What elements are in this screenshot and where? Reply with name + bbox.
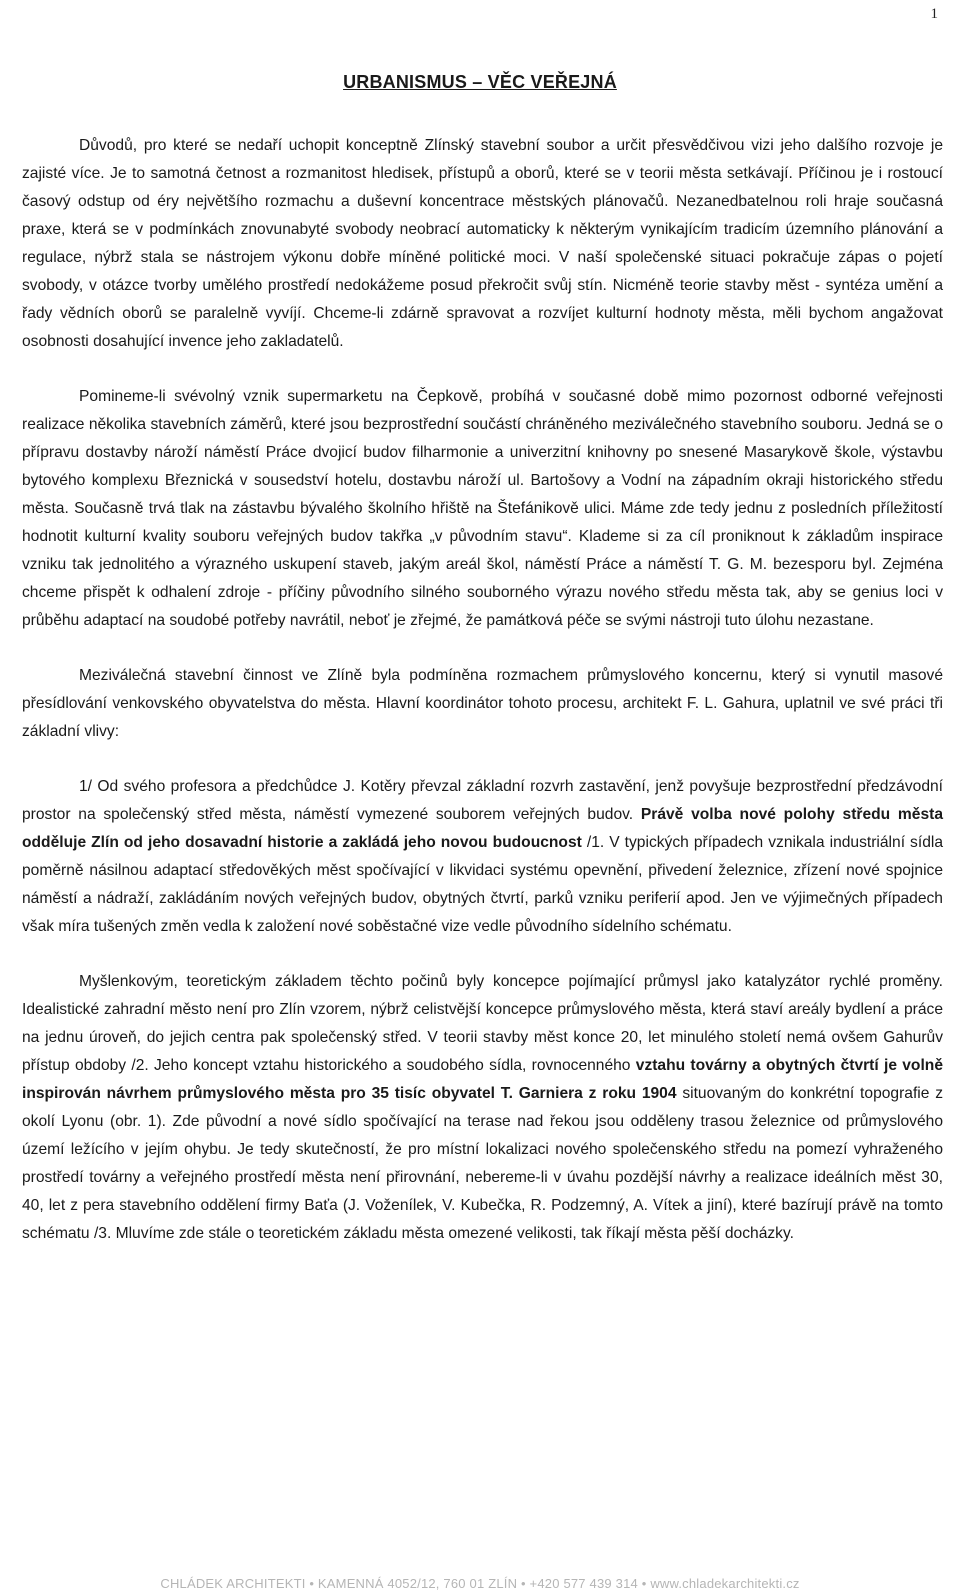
paragraph-influence-1 [22, 773, 943, 941]
paragraph-text: 1/ Od svého profesora a předchůdce J. Kotěry převzal základní rozvrh zastavění, jenž povyšuje bezprostřední předzávodní prostor na společenský střed města, náměstí vymezené souborem veřejných budov. [22, 778, 943, 823]
paragraph-building-projects [22, 383, 943, 635]
paragraph-text: Důvodů, pro které se nedaří uchopit konceptně Zlínský stavební soubor a určit přesvědčivou vizi jeho dalšího rozvoje je zajisté více. Je to samotná četnost a rozmanitost hledisek, přístupů a oborů, které se v teorii města setkávají. Příčinou je i rostoucí časový odstup od éry největšího rozmachu a duševní koncentrace městských plánovačů. Nezanedbatelnou roli hraje současná praxe, která se v podmínkách znovunabyté svobody neobrací automaticky k některým vynikajícím tradicím územního plánování a regulace, nýbrž stala se nástrojem výkonu dobře míněné politické moci. V naší společenské situaci pokračuje zápas o pojetí svobody, v otázce tvorby umělého prostředí nedokážeme posud překročit svůj stín. Nicméně teorie stavby měst - syntéza umění a řady vědních oborů se paralelně vyvíjí. Chceme-li zdárně spravovat a rozvíjet kulturní hodnoty města, měli bychom angažovat osobnosti dosahující invence jeho zakladatelů. [22, 137, 943, 350]
page-number: 1 [930, 6, 938, 22]
paragraph-text: Myšlenkovým, teoretickým základem těchto počinů byly koncepce pojímající průmysl jako katalyzátor rychlé proměny. Idealistické zahradní město není pro Zlín vzorem, nýbrž celistvější koncepce průmyslového města, která staví areály bydlení a práce na jednu úroveň, do jejich centra pak společenský střed. V teorii stavby měst konce 20, let minulého století nemá ovšem Gahurův přístup obdoby /2. Jeho koncept vztahu historického a soudobého sídla, rovnocenného [22, 973, 943, 1074]
paragraph-theoretical-basis [22, 968, 943, 1248]
paragraph-interwar-activity [22, 662, 943, 746]
paragraph-text: /1. V typických případech vznikala industriální sídla poměrně násilnou adaptací středověkých měst spočívající v likvidaci systému opevnění, přivedení železnice, zřízení nové spojnice náměstí a nádraží, zakládáním nových veřejných budov, obytných čtvrtí, parků vzniku periferií apod. Jen ve výjimečných případech však míra tušených změn vedla k založení nové soběstačné vize vedle původního sídelního schématu. [22, 834, 943, 935]
document-body [22, 132, 943, 1248]
page-footer: CHLÁDEK ARCHITEKTI • KAMENNÁ 4052/12, 760 01 ZLÍN • +420 577 439 314 • www.chladekarchitekti.cz [160, 1576, 800, 1591]
paragraph-text: Pomineme-li svévolný vznik supermarketu na Čepkově, probíhá v současné době mimo pozornost odborné veřejnosti realizace několika stavebních záměrů, které jsou bezprostřední součástí chráněného meziválečného stavebního souboru. Jedná se o přípravu dostavby nároží náměstí Práce dvojicí budov filharmonie a univerzitní knihovny po snesené Masarykově škole, výstavbu bytového komplexu Březnická v sousedství hotelu, dostavbu nároží ul. Bartošovy a Vodní na západním okraji historického středu města. Současně trvá tlak na zástavbu bývalého školního hřiště na Štefánikově ulici. Máme zde tedy jednu z posledních příležitostí hodnotit kulturní kvality souboru veřejných budov takřka „v původním stavu“. Klademe si za cíl proniknout k základům inspirace vzniku tak jednolitého a výrazného uskupení staveb, jakým areál škol, náměstí Práce a náměstí T. G. M. bezesporu byl. Zejména chceme přispět k odhalení zdroje - příčiny původního silného souborného výrazu nového středu města tak, aby se genius loci v průběhu adaptací na soudobé potřeby navrátil, neboť je zřejmé, že památková péče se svými nástroji tuto úlohu nezastane. [22, 388, 943, 629]
paragraph-text: situovaným do konkrétní topografie z okolí Lyonu (obr. 1). Zde původní a nové sídlo spočívající na terase nad řekou jsou odděleny trasou železnice od průmyslového území ležícího v jejím ohybu. Je tedy skutečností, že pro místní lokalizaci nového společenského středu na pomezí vyhraženého prostředí továrny a veřejného prostředí města není přirovnání, nebereme-li v úvahu pozdější návrhy a realizace ideálních měst 30, 40, let z pera stavebního oddělení firmy Baťa (J. Voženílek, V. Kubečka, R. Podzemný, A. Vítek a jiní), které bazírují právě na tomto schématu /3. Mluvíme zde stále o teoretickém základu města omezené velikosti, tak říkají města pěší docházky. [22, 1085, 944, 1242]
paragraph-text: Meziválečná stavební činnost ve Zlíně byla podmíněna rozmachem průmyslového koncernu, který si vynutil masové přesídlování venkovského obyvatelstva do města. Hlavní koordinátor tohoto procesu, architekt F. L. Gahura, uplatnil ve své práci tři základní vlivy: [22, 667, 943, 740]
document-title: URBANISMUS – VĚC VEŘEJNÁ [343, 72, 617, 92]
paragraph-bold-text: vztahu továrny a obytných čtvrtí je volně inspirován návrhem průmyslového města pro 35 tisíc obyvatel T. Garniera z roku 1904 [22, 1057, 943, 1102]
paragraph-intro [22, 132, 943, 356]
paragraph-bold-text: Právě volba nové polohy středu města odděluje Zlín od jeho dosavadní historie a zakládá jeho novou budoucnost [22, 806, 943, 851]
